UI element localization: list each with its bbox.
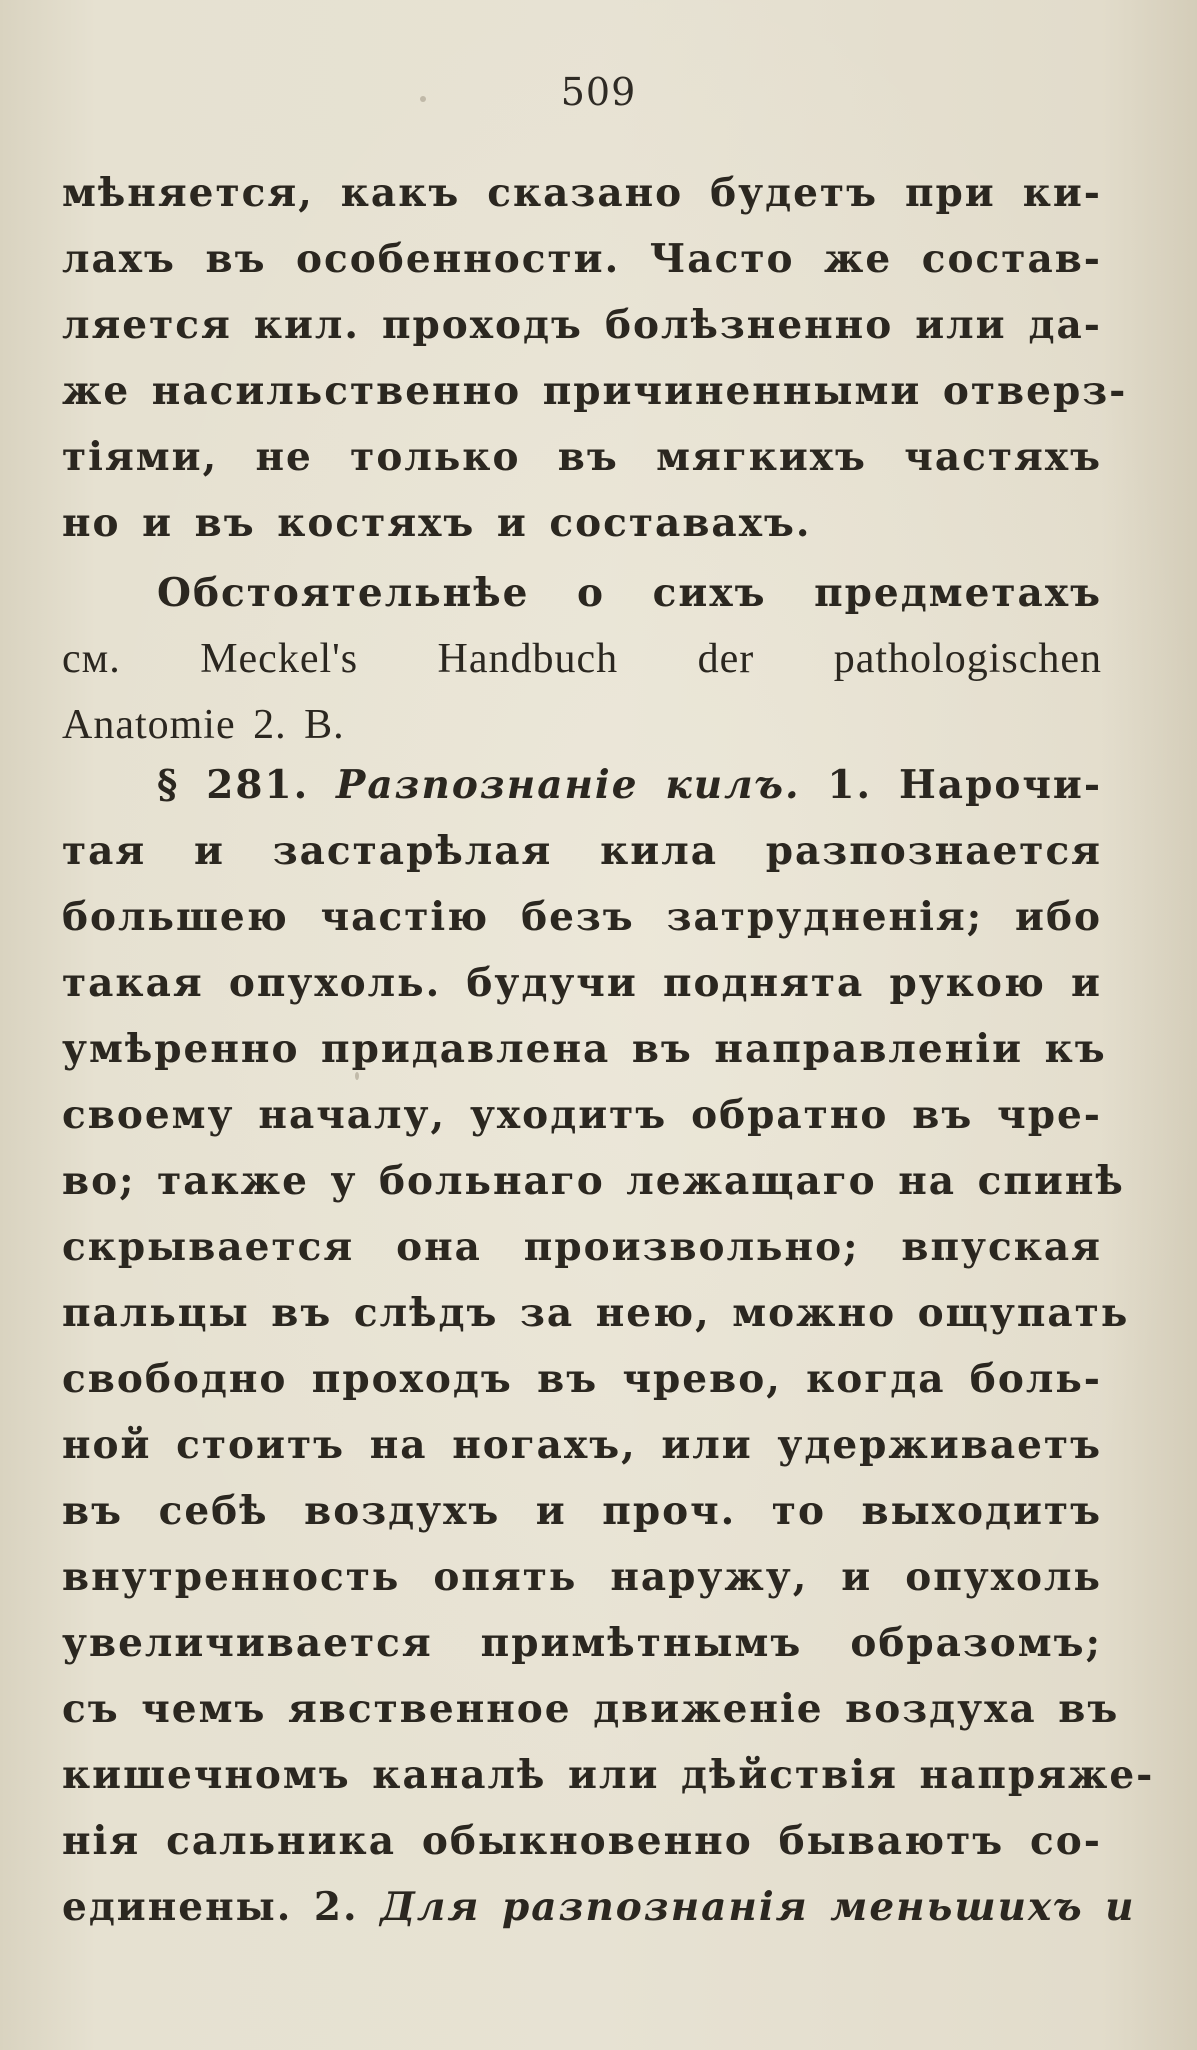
text-line: кишечномъ каналѣ или дѣйствія напряже- xyxy=(62,1752,1155,1798)
text-line: Обстоятельнѣе о сихъ предметахъ xyxy=(157,570,1102,616)
text-line: увеличивается примѣтнымъ образомъ; xyxy=(62,1620,1102,1666)
text-line: Anatomie 2. B. xyxy=(62,702,345,748)
paragraph-2 xyxy=(62,560,1102,758)
text-line: во; также у больнаго лежащаго на спинѣ xyxy=(62,1158,1125,1204)
paragraph-1 xyxy=(62,160,1128,556)
text-line: скрывается она произвольно; впуская xyxy=(62,1224,1102,1270)
italic-fragment: Для разпознанія меньшихъ и xyxy=(380,1884,1136,1930)
text-line-last xyxy=(62,1874,1136,1940)
page-number: 509 xyxy=(560,70,637,114)
section-heading-line xyxy=(62,752,1102,818)
text-line: умѣренно придавлена въ направленіи къ xyxy=(62,1026,1107,1072)
text-line: пальцы въ слѣдъ за нею, можно ощупать xyxy=(62,1290,1130,1336)
paragraph-3 xyxy=(62,752,1155,1940)
text-line: такая опухоль. будучи поднята рукою и xyxy=(62,960,1102,1006)
text-line: но и въ костяхъ и составахъ. xyxy=(62,500,812,546)
section-mark: § 281. xyxy=(157,762,310,808)
text-line: тіями, не только въ мягкихъ частяхъ xyxy=(62,434,1102,480)
text-line: съ чемъ явственное движеніе воздуха въ xyxy=(62,1686,1120,1732)
text-line: мѣняется, какъ сказано будетъ при ки- xyxy=(62,170,1102,216)
text-line: большею частію безъ затрудненія; ибо xyxy=(62,894,1102,940)
text-line: ляется кил. проходъ болѣзненно или да- xyxy=(62,302,1102,348)
section-title: Разпознаніе килъ. xyxy=(336,762,801,808)
text-line: же насильственно причиненными отверз- xyxy=(62,368,1128,414)
text-fragment: единены. 2. xyxy=(62,1884,359,1930)
text-line: ной стоитъ на ногахъ, или удерживаетъ xyxy=(62,1422,1102,1468)
text-line: лахъ въ особенности. Часто же состав- xyxy=(62,236,1102,282)
text-line: тая и застарѣлая кила разпознается xyxy=(62,828,1102,874)
text-line: своему началу, уходитъ обратно въ чре- xyxy=(62,1092,1102,1138)
text-fragment: 1. Нарочи- xyxy=(827,762,1103,808)
text-line: внутренность опять наружу, и опухоль xyxy=(62,1554,1102,1600)
text-line: свободно проходъ въ чрево, когда боль- xyxy=(62,1356,1102,1402)
text-line: въ себѣ воздухъ и проч. то выходитъ xyxy=(62,1488,1102,1534)
text-line: нія сальника обыкновенно бываютъ со- xyxy=(62,1818,1102,1864)
text-line: см. Meckel's Handbuch der pathologischen xyxy=(62,636,1102,682)
